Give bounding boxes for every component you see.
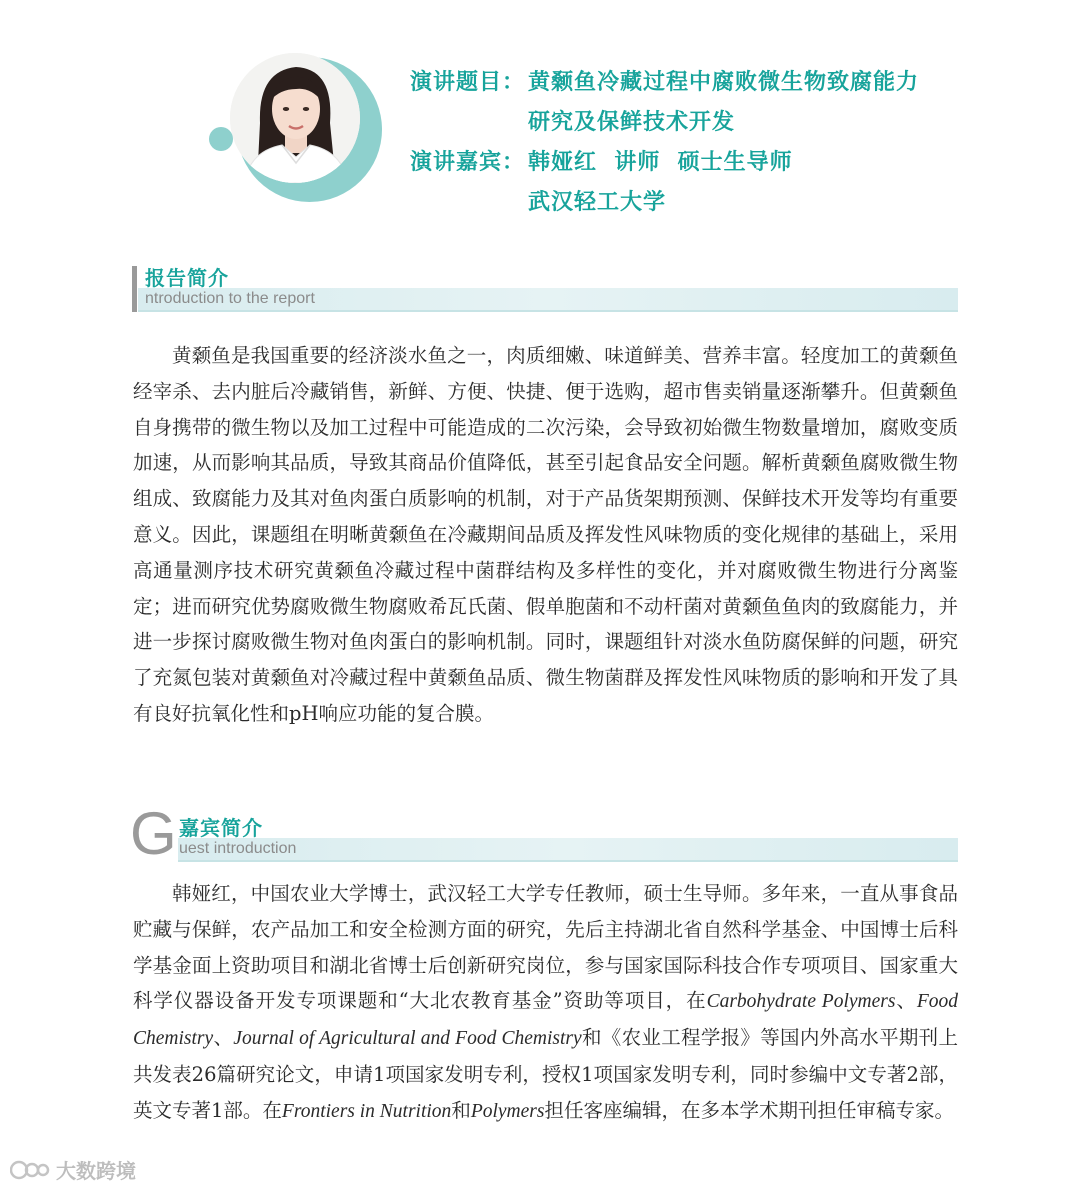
- section-bar-mark: [132, 266, 137, 312]
- report-section-heading: [132, 262, 958, 318]
- journal-name: Food Chemistry: [133, 991, 958, 1050]
- guest-section-title: 嘉宾简介: [179, 816, 263, 840]
- talk-header: [410, 60, 919, 220]
- guest-body: [133, 876, 958, 1130]
- talk-title-line2: 研究及保鲜技术开发: [528, 109, 736, 135]
- section-initial-letter: G: [130, 800, 177, 867]
- speaker-photo: [230, 53, 360, 183]
- speaker-label: 演讲嘉宾：: [410, 149, 526, 175]
- journal-name: Journal of Agricultural and Food Chemistry: [233, 1028, 582, 1050]
- speaker-portrait-group: [205, 55, 385, 205]
- speaker-name-title: 韩娅红 讲师 硕士生导师: [528, 149, 793, 175]
- speaker-row: [410, 140, 919, 180]
- watermark-logo-icon: [10, 1157, 50, 1183]
- guest-section-heading: [130, 800, 958, 868]
- talk-title-row: [410, 60, 919, 100]
- guest-section-subtitle: uest introduction: [179, 840, 297, 857]
- report-body: 黄颡鱼是我国重要的经济淡水鱼之一，肉质细嫩、味道鲜美、营养丰富。轻度加工的黄颡鱼经宰杀、去内脏后冷藏销售，新鲜、方便、快捷、便于选购，超市售卖销量逐渐攀升。但黄颡鱼自身携带的微生物以及加工过程中可能造成的二次污染，会导致初始微生物数量增加，腐败变质加速，从而影响其品质，导致其商品价值降低，甚至引起食品安全问题。解析黄颡鱼腐败微生物组成、致腐能力及其对鱼肉蛋白质影响的机制，对于产品货架期预测、保鲜技术开发等均有重要意义。因此，课题组在明晰黄颡鱼在冷藏期间品质及挥发性风味物质的变化规律的基础上，采用高通量测序技术研究黄颡鱼冷藏过程中菌群结构及多样性的变化，并对腐败微生物进行分离鉴定；进而研究优势腐败微生物腐败希瓦氏菌、假单胞菌和不动杆菌对黄颡鱼鱼肉的致腐能力，并进一步探讨腐败微生物对鱼肉蛋白的影响机制。同时，课题组针对淡水鱼防腐保鲜的问题，研究了充氮包装对黄颡鱼对冷藏过程中黄颡鱼品质、微生物菌群及挥发性风味物质的影响和开发了具有良好抗氧化性和pH响应功能的复合膜。: [133, 344, 958, 725]
- guest-text-2: 和《农业工程学报》等国内外高水平期刊上共发表26篇研究论文，申请1项国家发明专利，授权1项国家发明专利，同时参编中文专著2部，英文专著1部。在: [133, 1026, 958, 1122]
- watermark: [10, 1155, 136, 1184]
- talk-title-row-2: [410, 100, 919, 140]
- journal-name: Polymers: [470, 1100, 545, 1122]
- speaker-row-2: [410, 180, 919, 220]
- decorative-dot: [209, 127, 233, 151]
- separator: 、: [213, 1026, 234, 1050]
- journal-name: Frontiers in Nutrition: [281, 1100, 452, 1122]
- talk-title-label: 演讲题目：: [410, 69, 526, 95]
- guest-text-1: 韩娅红，中国农业大学博士，武汉轻工大学专任教师，硕士生导师。多年来，一直从事食品贮藏与保鲜，农产品加工和安全检测方面的研究，先后主持湖北省自然科学基金、中国博士后科学基金面上资助项目和湖北省博士后创新研究岗位，参与国家国际科技合作专项项目、国家重大科学仪器设备开发专项课题和“大北农教育基金”资助等项目，在: [133, 882, 958, 1013]
- talk-title-line1: 黄颡鱼冷藏过程中腐败微生物致腐能力: [528, 69, 920, 95]
- speaker-affiliation: 武汉轻工大学: [528, 189, 667, 215]
- journal-name: Carbohydrate Polymers: [706, 991, 896, 1013]
- separator: 、: [895, 989, 917, 1013]
- guest-text-3: 和: [451, 1098, 471, 1122]
- watermark-text: 大数跨境: [56, 1159, 136, 1183]
- report-section-subtitle: ntroduction to the report: [145, 290, 315, 307]
- report-section-title: 报告简介: [145, 266, 229, 290]
- guest-text-4: 担任客座编辑，在多本学术期刊担任审稿专家。: [544, 1098, 954, 1122]
